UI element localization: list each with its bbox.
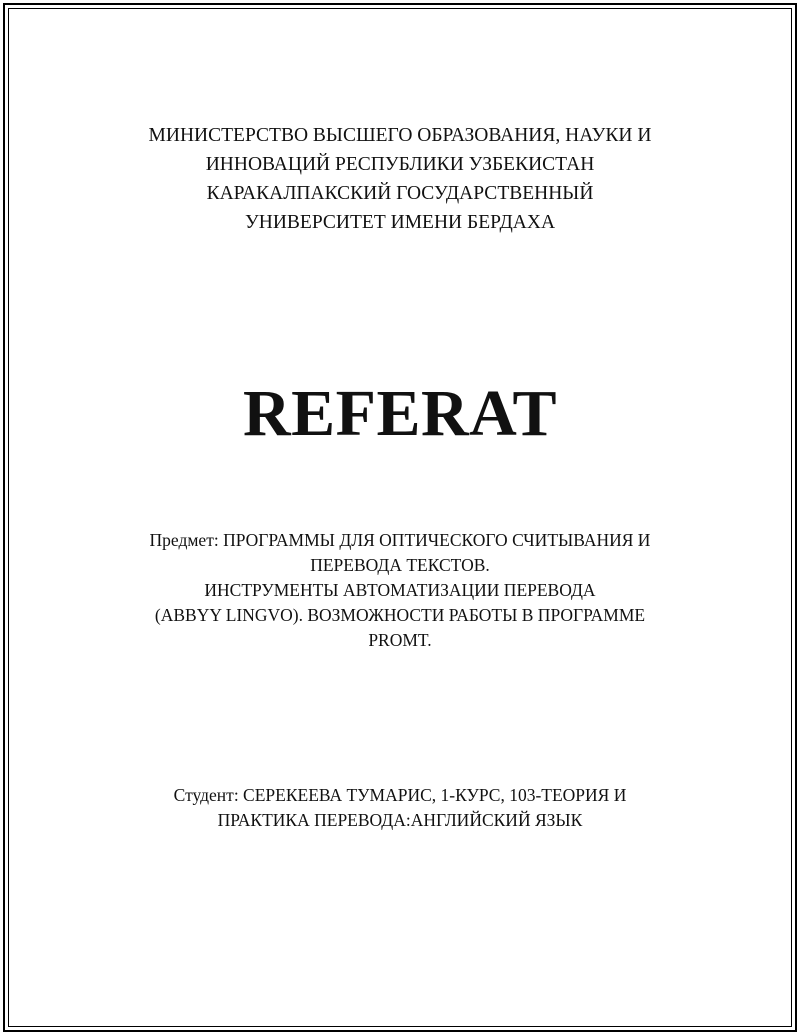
subject-line: (ABBYY LINGVO). ВОЗМОЖНОСТИ РАБОТЫ В ПРОГРАММЕ <box>154 605 646 625</box>
student-line: ПРАКТИКА ПЕРЕВОДА:АНГЛИЙСКИЙ ЯЗЫК <box>217 810 583 830</box>
institution-line: УНИВЕРСИТЕТ ИМЕНИ БЕРДАХА <box>244 212 556 233</box>
subject-line: Предмет: ПРОГРАММЫ ДЛЯ ОПТИЧЕСКОГО СЧИТЫВАНИЯ И <box>149 530 651 550</box>
student-block <box>0 783 800 833</box>
subject-line: ПЕРЕВОДА ТЕКСТОВ. <box>310 555 490 575</box>
subject-block <box>0 528 800 653</box>
institution-line: МИНИСТЕРСТВО ВЫСШЕГО ОБРАЗОВАНИЯ, НАУКИ И <box>148 125 652 146</box>
student-line: Студент: СЕРЕКЕЕВА ТУМАРИС, 1-КУРС, 103-ТЕОРИЯ И <box>173 785 627 805</box>
institution-line: КАРАКАЛПАКСКИЙ ГОСУДАРСТВЕННЫЙ <box>206 183 594 204</box>
document-title: REFERAT <box>243 377 557 450</box>
subject-line: ИНСТРУМЕНТЫ АВТОМАТИЗАЦИИ ПЕРЕВОДА <box>204 580 596 600</box>
subject-line: PROMT. <box>368 630 432 650</box>
institution-block <box>0 121 800 237</box>
institution-line: ИННОВАЦИЙ РЕСПУБЛИКИ УЗБЕКИСТАН <box>205 154 595 175</box>
